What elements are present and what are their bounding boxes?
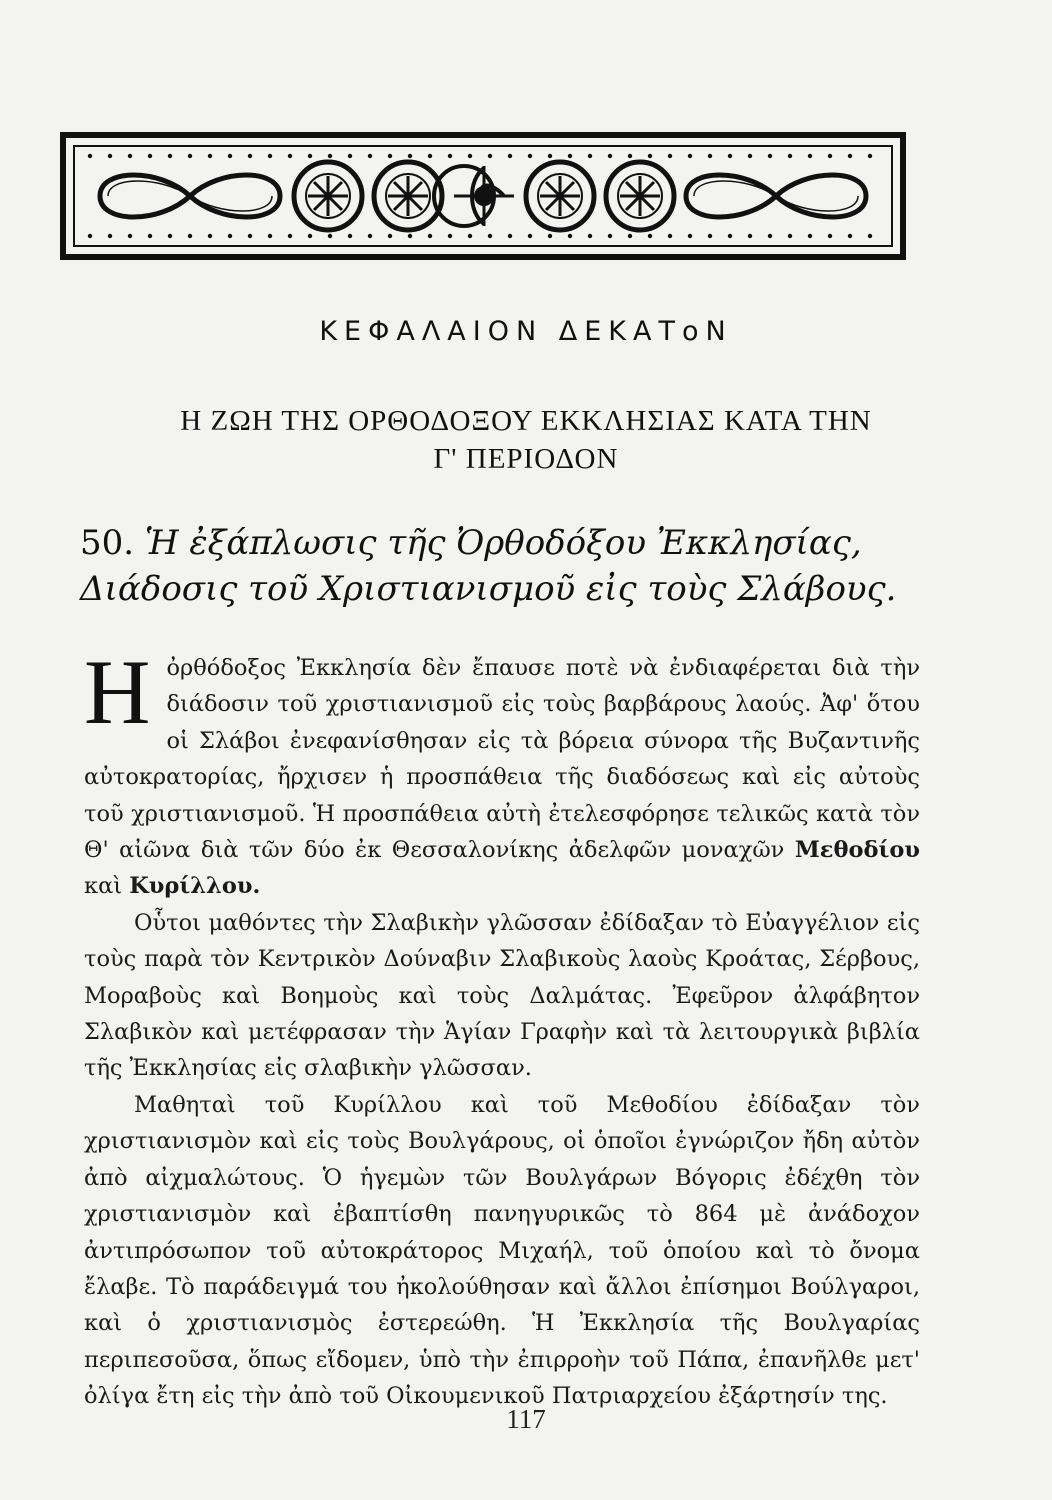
paragraph-2: Οὗτοι μαθόντες τὴν Σλαβικὴν γλῶσσαν ἐδίδαξαν τὸ Εὐαγγέλιον εἰς τοὺς παρὰ τὸν Κεντρικὸν Δούναβιν Σλαβικοὺς λαοὺς Κροάτας, Σέρβους, Μοραβοὺς καὶ Βοημοὺς καὶ τοὺς Δαλμάτας. Ἐφεῦρον ἀλφάβητον Σλαβικὸν καὶ μετέφρασαν τὴν Ἁγίαν Γραφὴν καὶ τὰ λειτουργικὰ βιβλία τῆς Ἐκκλησίας εἰς σλαβικὴν γλῶσσαν. [84,909,920,1082]
chapter-label: ΚΕΦΑΛΑΙΟΝ ΔΕΚΑΤοΝ [319,316,733,347]
drop-cap: Η [84,641,151,743]
chapter-title-line1: Η ΖΩΗ ΤΗΣ ΟΡΘΟΔΟΞΟΥ ΕΚΚΛΗΣΙΑΣ ΚΑΤΑ ΤΗΝ [180,405,872,437]
paragraph-1 [84,641,920,905]
section-title: Ἡ ἐξάπλωσις τῆς Ὀρθοδόξου Ἐκκλησίας, Διάδοσις τοῦ Χριστιανισμοῦ εἰς τοὺς Σλάβους. [80,523,897,609]
name-cyril: Κυρίλλου. [129,873,261,900]
chapter-title [0,402,1052,478]
section-heading [80,520,960,612]
ornamental-headpiece [60,132,906,260]
name-methodius: Μεθοδίου [794,837,920,864]
chapter-title-line2: Γ' ΠΕΡΙΟΔΟΝ [433,443,619,475]
paragraph-3: Μαθηταὶ τοῦ Κυρίλλου καὶ τοῦ Μεθοδίου ἐδίδαξαν τὸν χριστιανισμὸν καὶ εἰς τοὺς Βουλγάρους, οἱ ὁποῖοι ἐγνώριζον ἤδη αὐτὸν ἀπὸ αἰχμαλώτους. Ὁ ἡγεμὼν τῶν Βουλγάρων Βόγορις ἐδέχθη τὸν χριστιανισμὸν καὶ ἐβαπτίσθη πανηγυρικῶς τὸ 864 μὲ ἀνάδοχον ἀντιπρόσωπον τοῦ αὐτοκράτορος Μιχαήλ, τοῦ ὁποίου καὶ τὸ ὄνομα ἔλαβε. Τὸ παράδειγμά του ἠκολούθησαν καὶ ἄλλοι ἐπίσημοι Βούλγαροι, καὶ ὁ χριστιανισμὸς ἐστερεώθη. Ἡ Ἐκκλησία τῆς Βουλγαρίας περιπεσοῦσα, ὅπως εἴδομεν, ὑπὸ τὴν ἐπιρροὴν τοῦ Πάπα, ἐπανῆλθε μετ' ὀλίγα ἔτη εἰς τὴν ἀπὸ τοῦ Οἰκουμενικοῦ Πατριαρχείου ἐξάρτησίν της. [84,1091,920,1410]
page-number: 117 [506,1404,546,1434]
paragraph-1-conjunction: καὶ [84,873,123,900]
section-number: 50. [80,523,135,563]
body-text [84,641,920,1415]
paragraph-1-text: ὀρθόδοξος Ἐκκλησία δὲν ἔπαυσε ποτὲ νὰ ἐνδιαφέρεται διὰ τὴν διάδοσιν τοῦ χριστιανισμοῦ εἰς τοὺς βαρβάρους λαούς. Ἀφ' ὅτου οἱ Σλάβοι ἐνεφανίσθησαν εἰς τὰ βόρεια σύνορα τῆς Βυζαντινῆς αὐτοκρατορίας, ἤρχισεν ἡ προσπάθεια τῆς διαδόσεως καὶ εἰς αὐτοὺς τοῦ χριστιανισμοῦ. Ἡ προσπάθεια αὐτὴ ἐτελεσφόρησε τελικῶς κατὰ τὸν Θ' αἰῶνα διὰ τῶν δύο ἐκ Θεσσαλονίκης ἀδελφῶν μοναχῶν [84,655,920,864]
